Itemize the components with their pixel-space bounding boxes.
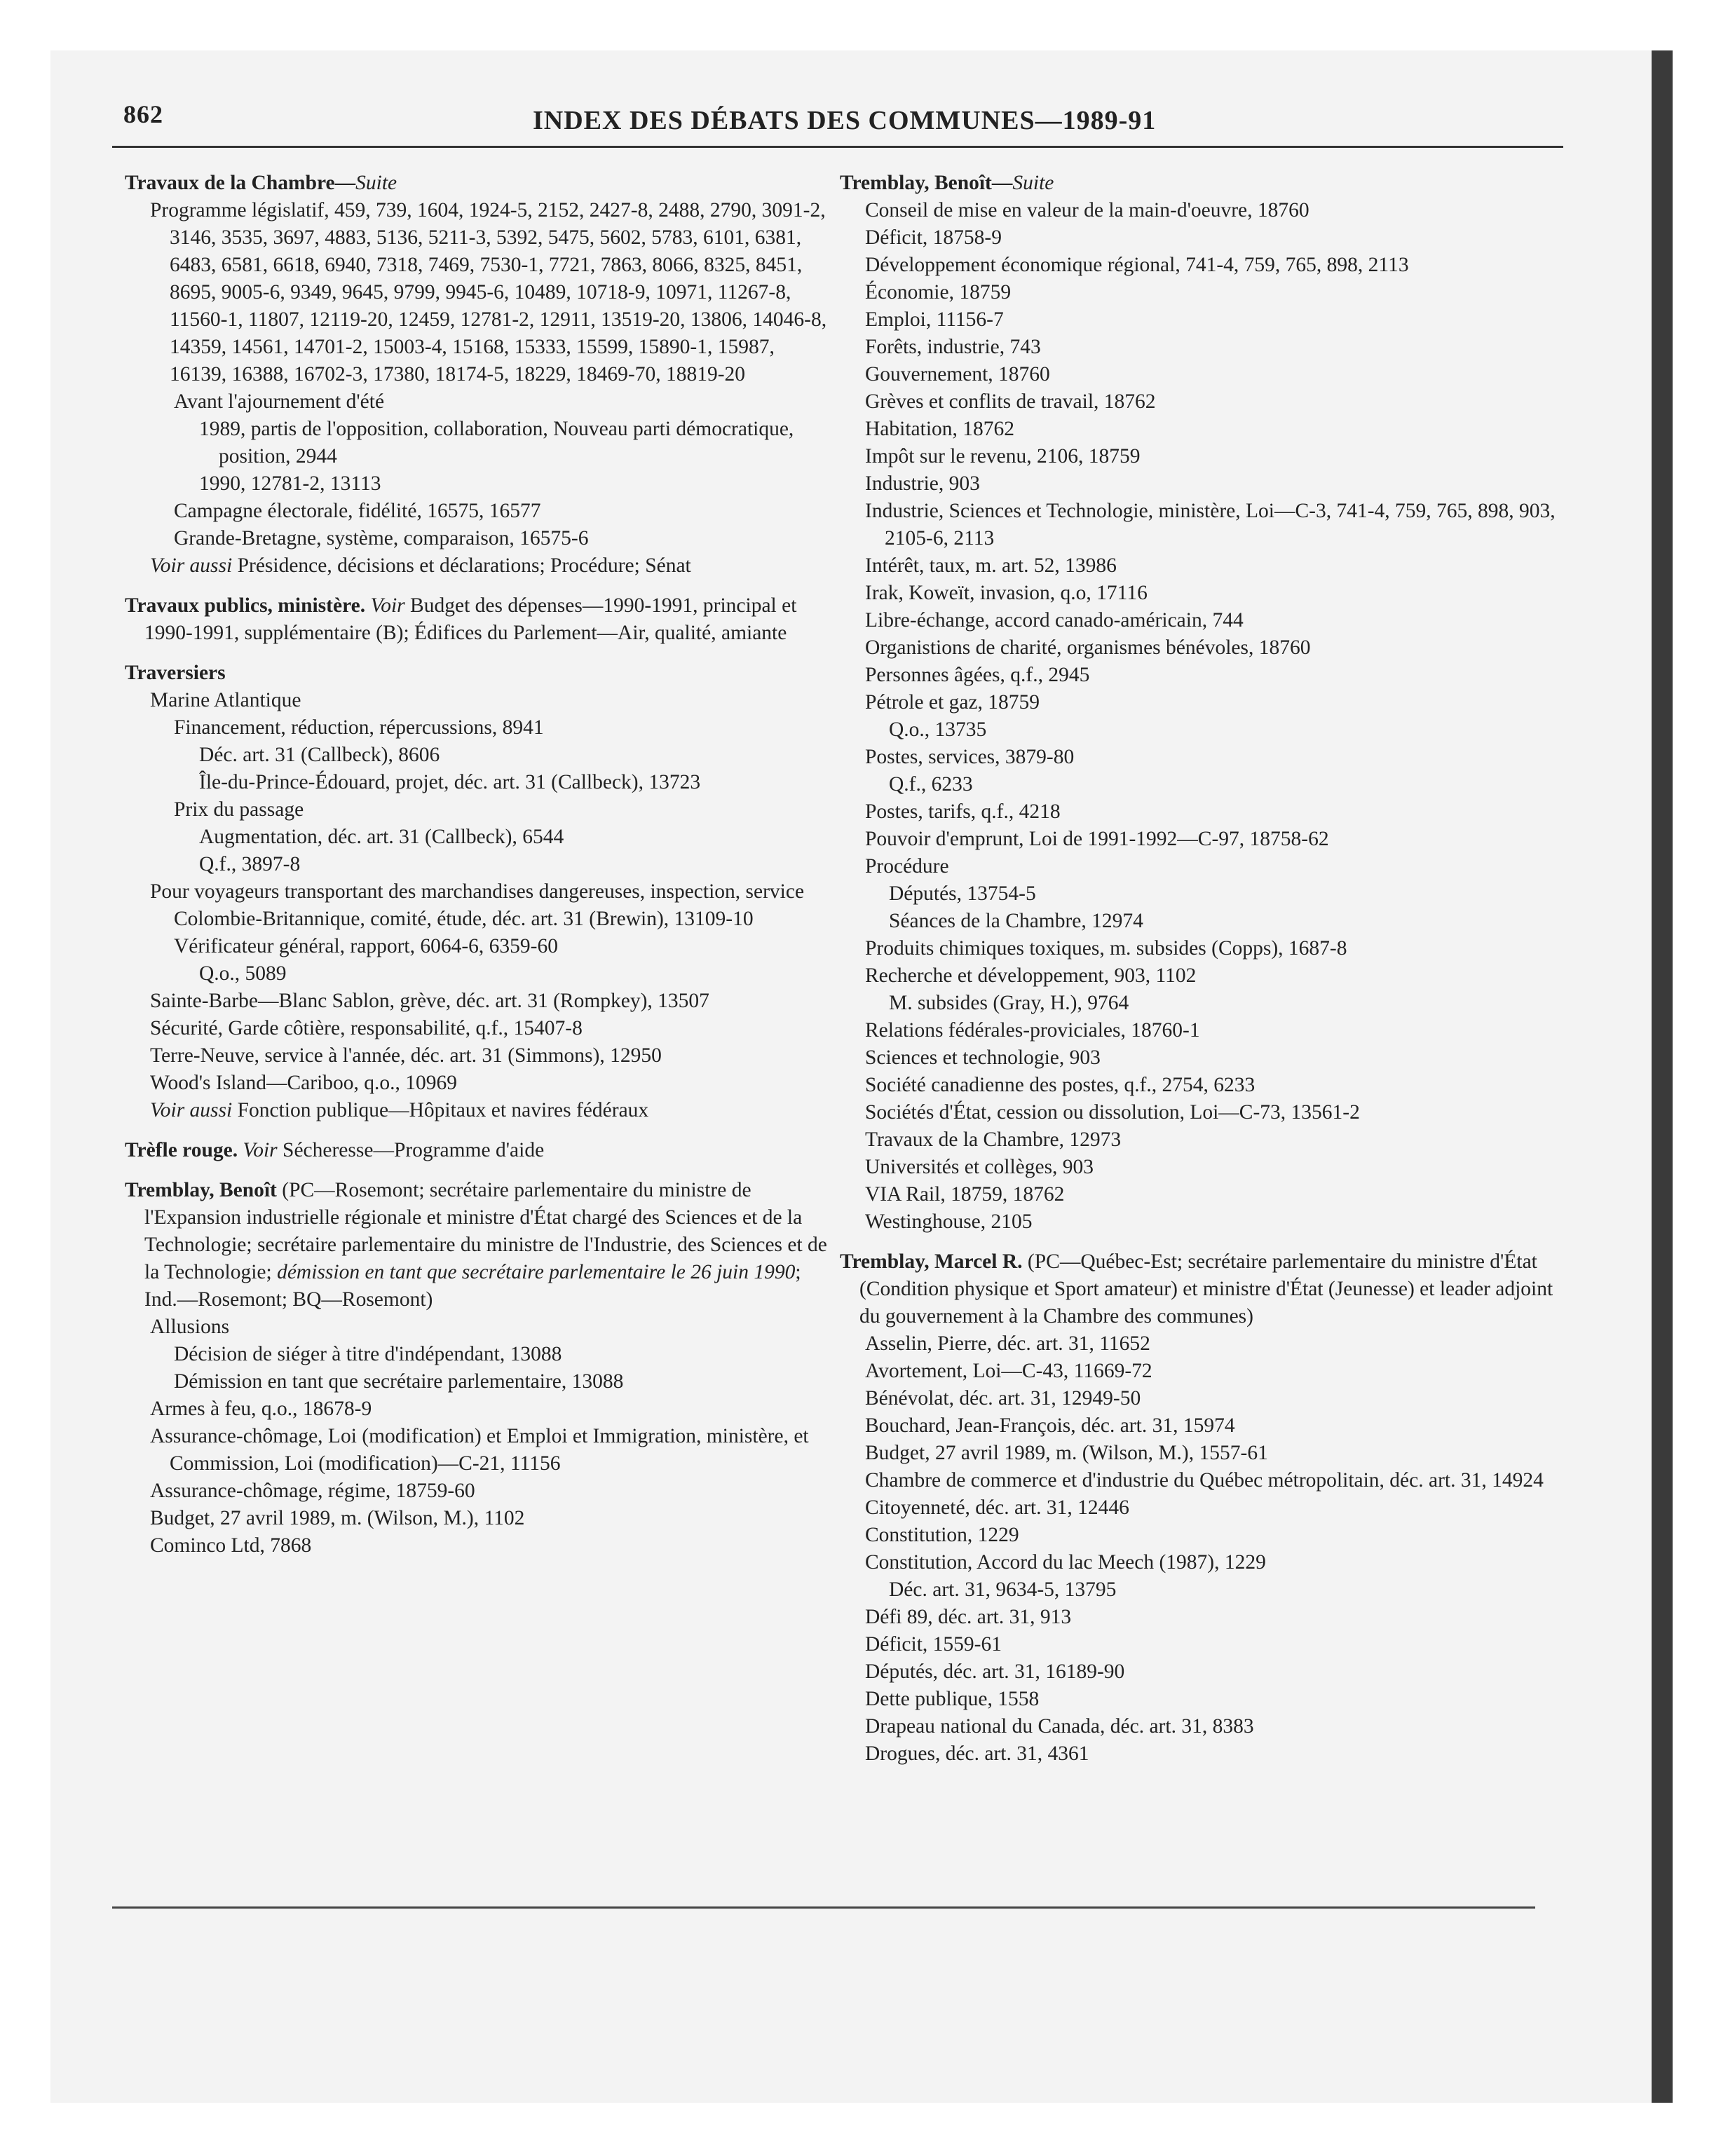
entry-text: Avortement, Loi—C-43, 11669-72 <box>865 1360 1152 1382</box>
entry-italic-note: démission en tant que secrétaire parlementaire le 26 juin 1990 <box>277 1261 796 1283</box>
entry-text: Campagne électorale, fidélité, 16575, 16577 <box>174 500 541 522</box>
index-heading <box>125 170 833 197</box>
index-entry <box>840 744 1576 771</box>
index-heading <box>125 592 833 647</box>
entry-head: Tremblay, Marcel R. <box>840 1250 1023 1273</box>
entry-text: Assurance-chômage, régime, 18759-60 <box>150 1480 475 1502</box>
entry-text: Sécheresse—Programme d'aide <box>277 1139 545 1161</box>
entry-text: Programme législatif, 459, 739, 1604, 1924-5, 2152, 2427-8, 2488, 2790, 3091-2, 3146, 3535, 3697, 4883, 5136, 5211-3, 5392, 5475, 5602, 5783, 6101, 6381, 6483, 6581, 6618, 6940, 7318, 7469, 7530-1, 7721, 7863, 8066, 8325, 8451, 8695, 9005-6, 9349, 9645, 9799, 9945-6, 10489, 10718-9, 10971, 11267-8, 11560-1, 11807, 12119-20, 12459, 12781-2, 12911, 13519-20, 13806, 14046-8, 14359, 14561, 14701-2, 15003-4, 15168, 15333, 15599, 15890-1, 15987, 16139, 16388, 16702-3, 17380, 18174-5, 18229, 18469-70, 18819-20 <box>150 199 827 386</box>
running-title: INDEX DES DÉBATS DES COMMUNES—1989-91 <box>533 106 1157 135</box>
entry-text: Avant l'ajournement d'été <box>174 390 385 413</box>
entry-text: Postes, services, 3879-80 <box>865 746 1075 768</box>
entry-text: 1989, partis de l'opposition, collaboration, Nouveau parti démocratique, position, 2944 <box>199 418 794 468</box>
entry-text: (PC—Rosemont; secrétaire parlementaire du ministre de l'Expansion industrielle régionale et ministre d'État chargé des Sciences et de la Technologie; secrétaire parlementaire du ministre de l'Industrie, des Sciences et de la Technologie; <box>144 1179 827 1283</box>
entry-text: Libre-échange, accord canado-américain, 744 <box>865 609 1244 632</box>
entry-text: Sociétés d'État, cession ou dissolution, Loi—C-73, 13561-2 <box>865 1101 1360 1124</box>
index-entry <box>840 1154 1576 1181</box>
index-entry <box>840 1686 1576 1713</box>
index-entry <box>125 1478 833 1505</box>
index-entry <box>840 853 1576 880</box>
entry-text: Impôt sur le revenu, 2106, 18759 <box>865 445 1141 468</box>
entry-text: Fonction publique—Hôpitaux et navires fédéraux <box>232 1099 649 1121</box>
entry-italic: Suite <box>1012 172 1054 194</box>
index-heading <box>125 1137 833 1164</box>
entry-text: Financement, réduction, répercussions, 8941 <box>174 716 544 739</box>
index-entry <box>840 1604 1576 1631</box>
entry-text: Allusions <box>150 1316 230 1338</box>
entry-text: Q.o., 5089 <box>199 962 287 985</box>
entry-text: Q.f., 6233 <box>889 773 973 796</box>
header-rule <box>112 146 1563 148</box>
entry-head: Tremblay, Benoît <box>125 1179 277 1201</box>
entry-text: Armes à feu, q.o., 18678-9 <box>150 1398 372 1420</box>
index-entry <box>125 1015 833 1042</box>
entry-text: Q.o., 13735 <box>889 718 987 741</box>
entry-text: Intérêt, taux, m. art. 52, 13986 <box>865 554 1117 577</box>
index-entry <box>125 525 833 552</box>
index-entry <box>840 1713 1576 1740</box>
index-entry <box>840 908 1576 935</box>
index-entry <box>125 1341 833 1368</box>
index-entry <box>125 933 833 960</box>
index-entry <box>840 1631 1576 1658</box>
entry-text: Déficit, 18758-9 <box>865 226 1002 249</box>
entry-text: Démission en tant que secrétaire parlementaire, 13088 <box>174 1370 624 1393</box>
entry-text: Chambre de commerce et d'industrie du Québec métropolitain, déc. art. 31, 14924 <box>865 1469 1544 1492</box>
index-entry <box>840 552 1576 580</box>
entry-text: Constitution, 1229 <box>865 1524 1019 1546</box>
entry-text: Cominco Ltd, 7868 <box>150 1534 312 1557</box>
index-entry <box>840 935 1576 962</box>
index-entry <box>125 824 833 851</box>
index-entry <box>125 1314 833 1341</box>
index-entry <box>840 607 1576 634</box>
index-entry <box>840 716 1576 744</box>
entry-text: Sécurité, Garde côtière, responsabilité, q.f., 15407-8 <box>150 1017 583 1039</box>
index-entry <box>840 1126 1576 1154</box>
index-entry <box>125 960 833 988</box>
index-entry <box>125 769 833 796</box>
entry-text: Asselin, Pierre, déc. art. 31, 11652 <box>865 1332 1150 1355</box>
index-entry <box>840 197 1576 224</box>
entry-text: Augmentation, déc. art. 31 (Callbeck), 6544 <box>199 826 564 848</box>
entry-see-also: Voir aussi <box>150 1099 233 1121</box>
entry-text: Drapeau national du Canada, déc. art. 31, 8383 <box>865 1715 1254 1738</box>
entry-text: Forêts, industrie, 743 <box>865 336 1041 358</box>
entry-text: Prix du passage <box>174 798 304 821</box>
index-entry <box>840 1385 1576 1412</box>
index-entry <box>125 1070 833 1097</box>
index-entry <box>840 334 1576 361</box>
entry-text: Procédure <box>865 855 949 878</box>
page-number: 862 <box>123 100 163 128</box>
index-entry <box>125 1396 833 1423</box>
index-entry <box>840 306 1576 334</box>
footer-rule <box>112 1906 1535 1909</box>
index-entry <box>840 1494 1576 1522</box>
index-entry <box>840 580 1576 607</box>
binding-edge <box>1652 50 1673 2103</box>
index-entry <box>125 1042 833 1070</box>
entry-text: Déc. art. 31 (Callbeck), 8606 <box>199 744 440 766</box>
index-entry <box>840 416 1576 443</box>
entry-head: Travaux de la Chambre— <box>125 172 356 194</box>
entry-text: Dette publique, 1558 <box>865 1688 1040 1710</box>
entry-text: Irak, Koweït, invasion, q.o, 17116 <box>865 582 1148 604</box>
entry-text: Conseil de mise en valeur de la main-d'oeuvre, 18760 <box>865 199 1309 221</box>
entry-text: Présidence, décisions et déclarations; Procédure; Sénat <box>232 554 691 577</box>
index-heading <box>840 170 1576 197</box>
index-heading <box>125 660 833 687</box>
entry-text: Habitation, 18762 <box>865 418 1015 440</box>
index-entry <box>840 634 1576 662</box>
index-entry <box>840 1658 1576 1686</box>
index-entry <box>125 1505 833 1532</box>
index-entry <box>125 1097 833 1124</box>
index-entry <box>840 443 1576 470</box>
index-entry <box>125 906 833 933</box>
entry-text: Marine Atlantique <box>150 689 301 711</box>
index-entry <box>840 1330 1576 1358</box>
entry-text: Pouvoir d'emprunt, Loi de 1991-1992—C-97, 18758-62 <box>865 828 1329 850</box>
entry-text: Budget, 27 avril 1989, m. (Wilson, M.), 1557-61 <box>865 1442 1268 1464</box>
index-entry <box>840 498 1576 552</box>
entry-text: Sciences et technologie, 903 <box>865 1046 1101 1069</box>
entry-see-also: Voir <box>365 594 405 617</box>
entry-text: Personnes âgées, q.f., 2945 <box>865 664 1090 686</box>
index-entry <box>125 1532 833 1560</box>
entry-text: Industrie, 903 <box>865 472 980 495</box>
index-entry <box>840 880 1576 908</box>
entry-see-also: Voir <box>238 1139 278 1161</box>
index-entry <box>125 878 833 906</box>
entry-text: Wood's Island—Cariboo, q.o., 10969 <box>150 1072 458 1094</box>
index-entry <box>125 1423 833 1478</box>
entry-text: (PC—Québec-Est; secrétaire parlementaire du ministre d'État (Condition physique et Sport amateur) et ministre d'État (Jeunesse) et leader adjoint du gouvernement à la Chambre des communes) <box>859 1250 1553 1328</box>
index-entry <box>840 252 1576 279</box>
index-entry <box>840 470 1576 498</box>
entry-text: Défi 89, déc. art. 31, 913 <box>865 1606 1072 1628</box>
entry-text: Citoyenneté, déc. art. 31, 12446 <box>865 1496 1129 1519</box>
entry-text: Terre-Neuve, service à l'année, déc. art. 31 (Simmons), 12950 <box>150 1044 662 1067</box>
entry-text: Grande-Bretagne, système, comparaison, 16575-6 <box>174 527 589 550</box>
entry-text: Recherche et développement, 903, 1102 <box>865 964 1197 987</box>
index-heading <box>840 1248 1576 1330</box>
entry-text-tail: ; Ind.—Rosemont; BQ—Rosemont) <box>144 1261 801 1311</box>
index-entry <box>840 279 1576 306</box>
index-entry <box>125 714 833 742</box>
entry-text: Budget des dépenses—1990-1991, principal et 1990-1991, supplémentaire (B); Édifices du Parlement—Air, qualité, amiante <box>144 594 797 644</box>
entry-text: Universités et collèges, 903 <box>865 1156 1094 1178</box>
entry-text: Île-du-Prince-Édouard, projet, déc. art. 31 (Callbeck), 13723 <box>199 771 701 793</box>
index-entry <box>840 1017 1576 1044</box>
entry-text: Relations fédérales-proviciales, 18760-1 <box>865 1019 1200 1042</box>
index-entry <box>840 1522 1576 1549</box>
index-entry <box>125 416 833 470</box>
entry-text: Industrie, Sciences et Technologie, ministère, Loi—C-3, 741-4, 759, 765, 898, 903, 2105-6, 2113 <box>865 500 1556 550</box>
entry-text: Bouchard, Jean-François, déc. art. 31, 15974 <box>865 1414 1235 1437</box>
entry-text: Vérificateur général, rapport, 6064-6, 6359-60 <box>174 935 558 957</box>
entry-text: Décision de siéger à titre d'indépendant, 13088 <box>174 1343 562 1365</box>
entry-text: Assurance-chômage, Loi (modification) et Emploi et Immigration, ministère, et Commission, Loi (modification)—C-21, 11156 <box>150 1425 809 1475</box>
index-entry <box>840 1044 1576 1072</box>
entry-text: Développement économique régional, 741-4, 759, 765, 898, 2113 <box>865 254 1409 276</box>
index-entry <box>125 470 833 498</box>
index-entry <box>125 687 833 714</box>
entry-text: Bénévolat, déc. art. 31, 12949-50 <box>865 1387 1141 1410</box>
index-entry <box>840 1440 1576 1467</box>
entry-see-also: Voir aussi <box>150 554 233 577</box>
index-entry <box>125 197 833 388</box>
index-entry <box>125 552 833 580</box>
entry-text: Députés, 13754-5 <box>889 882 1036 905</box>
entry-text: Drogues, déc. art. 31, 4361 <box>865 1742 1089 1765</box>
entry-text: Pétrole et gaz, 18759 <box>865 691 1040 714</box>
index-entry <box>840 689 1576 716</box>
entry-text: Séances de la Chambre, 12974 <box>889 910 1143 932</box>
entry-text: M. subsides (Gray, H.), 9764 <box>889 992 1129 1014</box>
entry-text: Gouvernement, 18760 <box>865 363 1050 386</box>
index-entry <box>840 388 1576 416</box>
entry-text: Déc. art. 31, 9634-5, 13795 <box>889 1578 1117 1601</box>
index-entry <box>840 1549 1576 1576</box>
index-entry <box>840 1181 1576 1208</box>
entry-text: Société canadienne des postes, q.f., 2754, 6233 <box>865 1074 1256 1096</box>
index-entry <box>840 1072 1576 1099</box>
entry-text: Pour voyageurs transportant des marchandises dangereuses, inspection, service <box>150 880 805 903</box>
entry-text: Déficit, 1559-61 <box>865 1633 1002 1656</box>
index-entry <box>840 798 1576 826</box>
page-header <box>112 100 1562 149</box>
entry-text: Colombie-Britannique, comité, étude, déc. art. 31 (Brewin), 13109-10 <box>174 908 754 930</box>
entry-text: Sainte-Barbe—Blanc Sablon, grève, déc. art. 31 (Rompkey), 13507 <box>150 990 709 1012</box>
index-entry <box>125 796 833 824</box>
index-entry <box>840 224 1576 252</box>
entry-text: Organistions de charité, organismes bénévoles, 18760 <box>865 636 1311 659</box>
entry-head: Trèfle rouge. <box>125 1139 238 1161</box>
left-column <box>125 170 833 1560</box>
index-entry <box>840 1099 1576 1126</box>
entry-text: Grèves et conflits de travail, 18762 <box>865 390 1156 413</box>
entry-text: Q.f., 3897-8 <box>199 853 301 875</box>
index-entry <box>840 826 1576 853</box>
index-entry <box>840 662 1576 689</box>
entry-text: Westinghouse, 2105 <box>865 1210 1033 1233</box>
index-entry <box>840 1576 1576 1604</box>
entry-head: Tremblay, Benoît— <box>840 172 1013 194</box>
index-entry <box>840 771 1576 798</box>
index-entry <box>125 1368 833 1396</box>
index-entry <box>125 388 833 416</box>
index-entry <box>840 1358 1576 1385</box>
entry-head: Traversiers <box>125 662 226 684</box>
index-entry <box>840 361 1576 388</box>
index-entry <box>840 1412 1576 1440</box>
index-entry <box>840 1740 1576 1768</box>
entry-text: Produits chimiques toxiques, m. subsides (Copps), 1687-8 <box>865 937 1347 960</box>
index-entry <box>125 988 833 1015</box>
index-entry <box>125 742 833 769</box>
entry-text: Emploi, 11156-7 <box>865 308 1004 331</box>
index-heading <box>125 1177 833 1314</box>
entry-text: Budget, 27 avril 1989, m. (Wilson, M.), 1102 <box>150 1507 525 1529</box>
entry-text: Travaux de la Chambre, 12973 <box>865 1128 1122 1151</box>
entry-text: Postes, tarifs, q.f., 4218 <box>865 800 1061 823</box>
right-column <box>840 170 1576 1768</box>
index-entry <box>125 498 833 525</box>
entry-text: VIA Rail, 18759, 18762 <box>865 1183 1065 1206</box>
entry-italic: Suite <box>355 172 397 194</box>
entry-text: Députés, déc. art. 31, 16189-90 <box>865 1660 1125 1683</box>
index-entry <box>840 990 1576 1017</box>
index-entry <box>840 1208 1576 1236</box>
index-entry <box>840 962 1576 990</box>
entry-text: Constitution, Accord du lac Meech (1987), 1229 <box>865 1551 1266 1574</box>
entry-text: Économie, 18759 <box>865 281 1012 303</box>
entry-head: Travaux publics, ministère. <box>125 594 366 617</box>
index-entry <box>125 851 833 878</box>
entry-text: 1990, 12781-2, 13113 <box>199 472 381 495</box>
index-entry <box>840 1467 1576 1494</box>
